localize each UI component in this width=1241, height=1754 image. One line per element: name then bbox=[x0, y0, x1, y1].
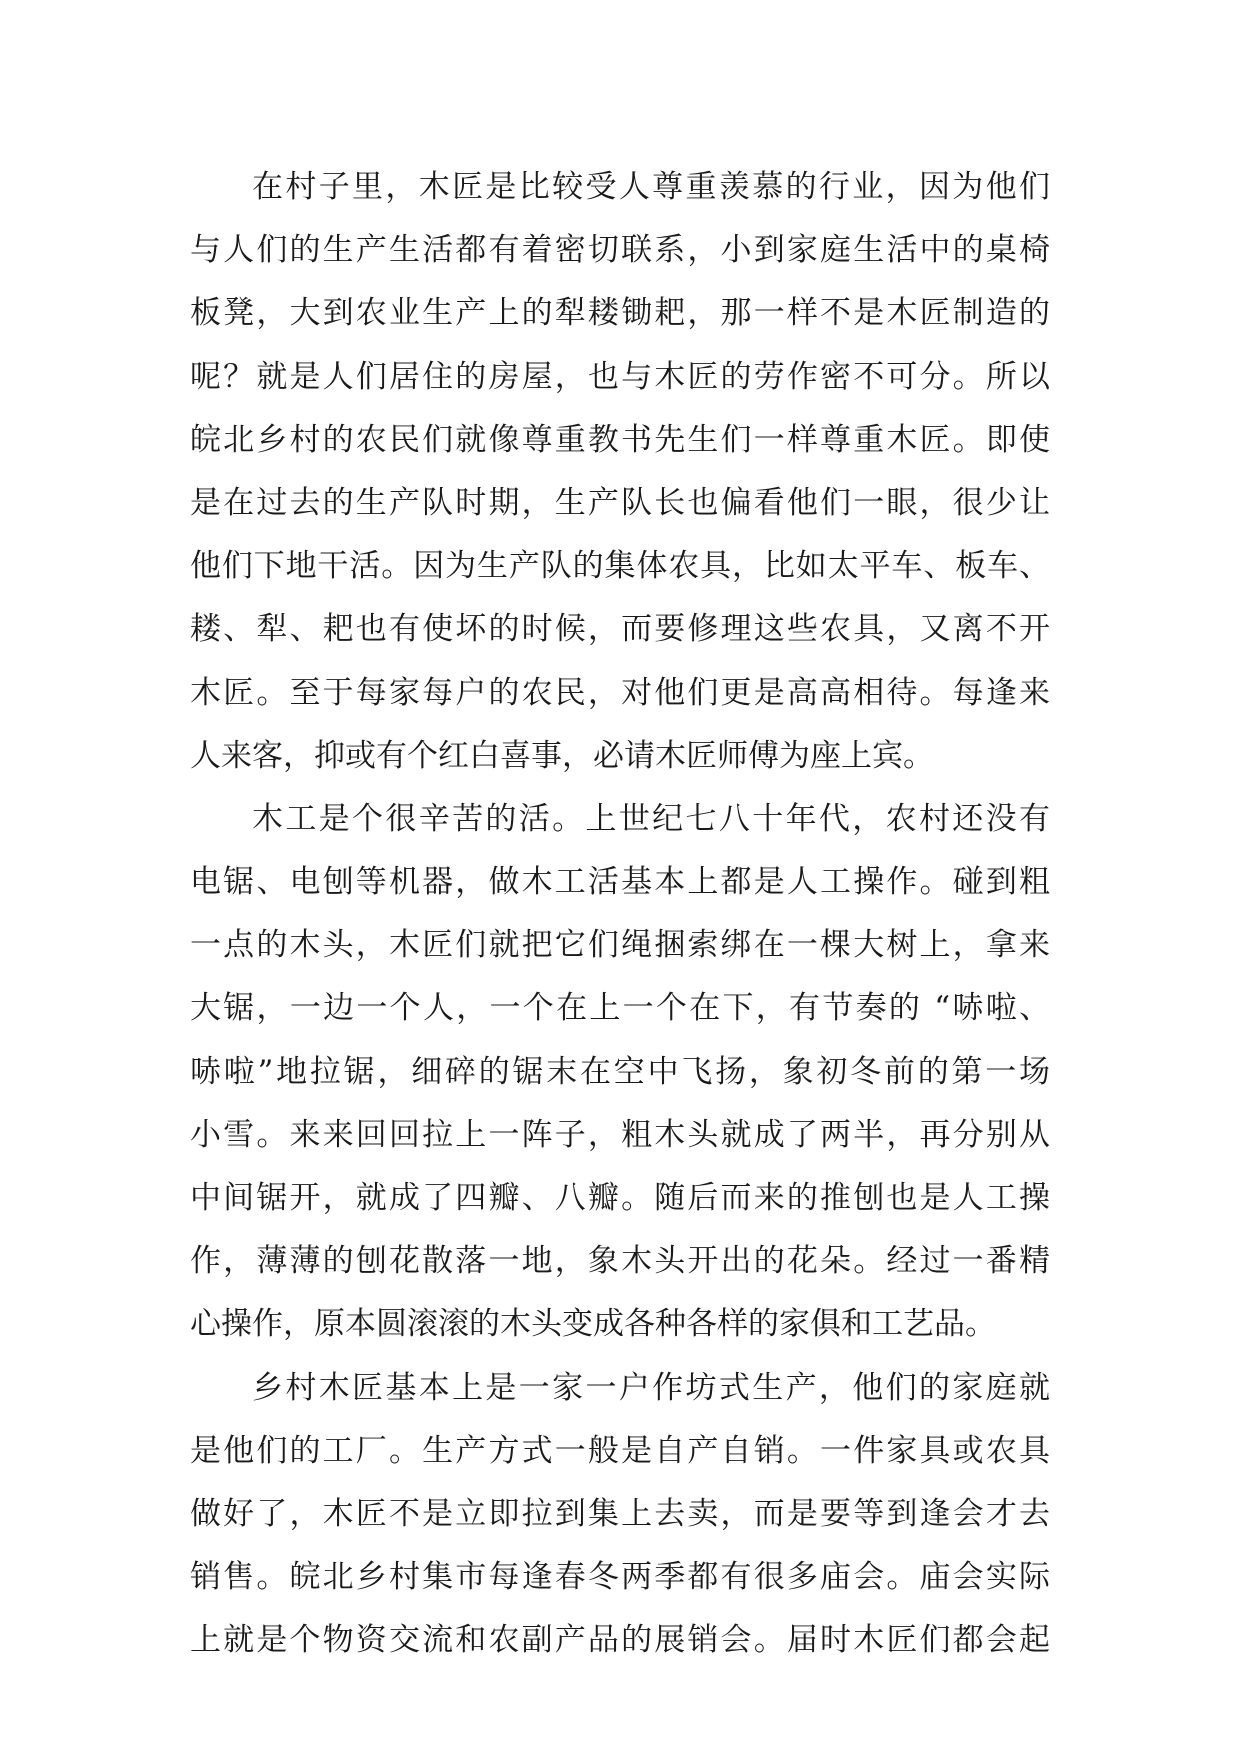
text-line: 哧啦”地拉锯，细碎的锯末在空中飞扬，象初冬前的第一场 bbox=[190, 1053, 1050, 1090]
text-line: 在村子里，木匠是比较受人尊重羡慕的行业，因为他们 bbox=[252, 169, 1050, 205]
text-line: 皖北乡村的农民们就像尊重教书先生们一样尊重木匠。即使 bbox=[190, 421, 1050, 458]
text-line: 木匠。至于每家每户的农民，对他们更是高高相待。每逢来 bbox=[190, 674, 1050, 711]
text-line: 呢？就是人们居住的房屋，也与木匠的劳作密不可分。所以 bbox=[190, 358, 1050, 395]
text-line: 乡村木匠基本上是一家一户作坊式生产，他们的家庭就 bbox=[252, 1369, 1050, 1406]
text-line: 是在过去的生产队时期，生产队长也偏看他们一眼，很少让 bbox=[190, 484, 1050, 521]
text-line: 一点的木头，木匠们就把它们绳捆索绑在一棵大树上，拿来 bbox=[190, 927, 1050, 964]
text-line: 小雪。来来回回拉上一阵子，粗木头就成了两半，再分别从 bbox=[190, 1116, 1050, 1153]
text-line: 板凳，大到农业生产上的犁耧锄耙，那一样不是木匠制造的 bbox=[190, 295, 1050, 332]
text-line: 做好了，木匠不是立即拉到集上去卖，而是要等到逢会才去 bbox=[190, 1495, 1050, 1532]
body-text bbox=[190, 156, 1050, 1673]
text-line: 电锯、电刨等机器，做木工活基本上都是人工操作。碰到粗 bbox=[190, 864, 1050, 901]
text-line: 与人们的生产生活都有着密切联系，小到家庭生活中的桌椅 bbox=[190, 232, 1050, 269]
text-line: 他们下地干活。因为生产队的集体农具，比如太平车、板车、 bbox=[190, 548, 1050, 585]
text-line: 大锯，一边一个人，一个在上一个在下，有节奏的 “哧啦、 bbox=[190, 990, 1050, 1027]
text-line: 耧、犁、耙也有使坏的时候，而要修理这些农具，又离不开 bbox=[190, 611, 1050, 648]
text-line: 上就是个物资交流和农副产品的展销会。届时木匠们都会起 bbox=[190, 1622, 1050, 1659]
text-line: 是他们的工厂。生产方式一般是自产自销。一件家具或农具 bbox=[190, 1432, 1050, 1469]
text-line: 销售。皖北乡村集市每逢春冬两季都有很多庙会。庙会实际 bbox=[190, 1559, 1050, 1596]
text-line: 作，薄薄的刨花散落一地，象木头开出的花朵。经过一番精 bbox=[190, 1243, 1050, 1280]
text-line: 中间锯开，就成了四瓣、八瓣。随后而来的推刨也是人工操 bbox=[190, 1180, 1050, 1216]
text-line: 木工是个很辛苦的活。上世纪七八十年代，农村还没有 bbox=[252, 800, 1050, 837]
text-line: 心操作，原本圆滚滚的木头变成各种各样的家俱和工艺品。 bbox=[190, 1306, 996, 1343]
text-line: 人来客，抑或有个红白喜事，必请木匠师傅为座上宾。 bbox=[190, 737, 934, 774]
